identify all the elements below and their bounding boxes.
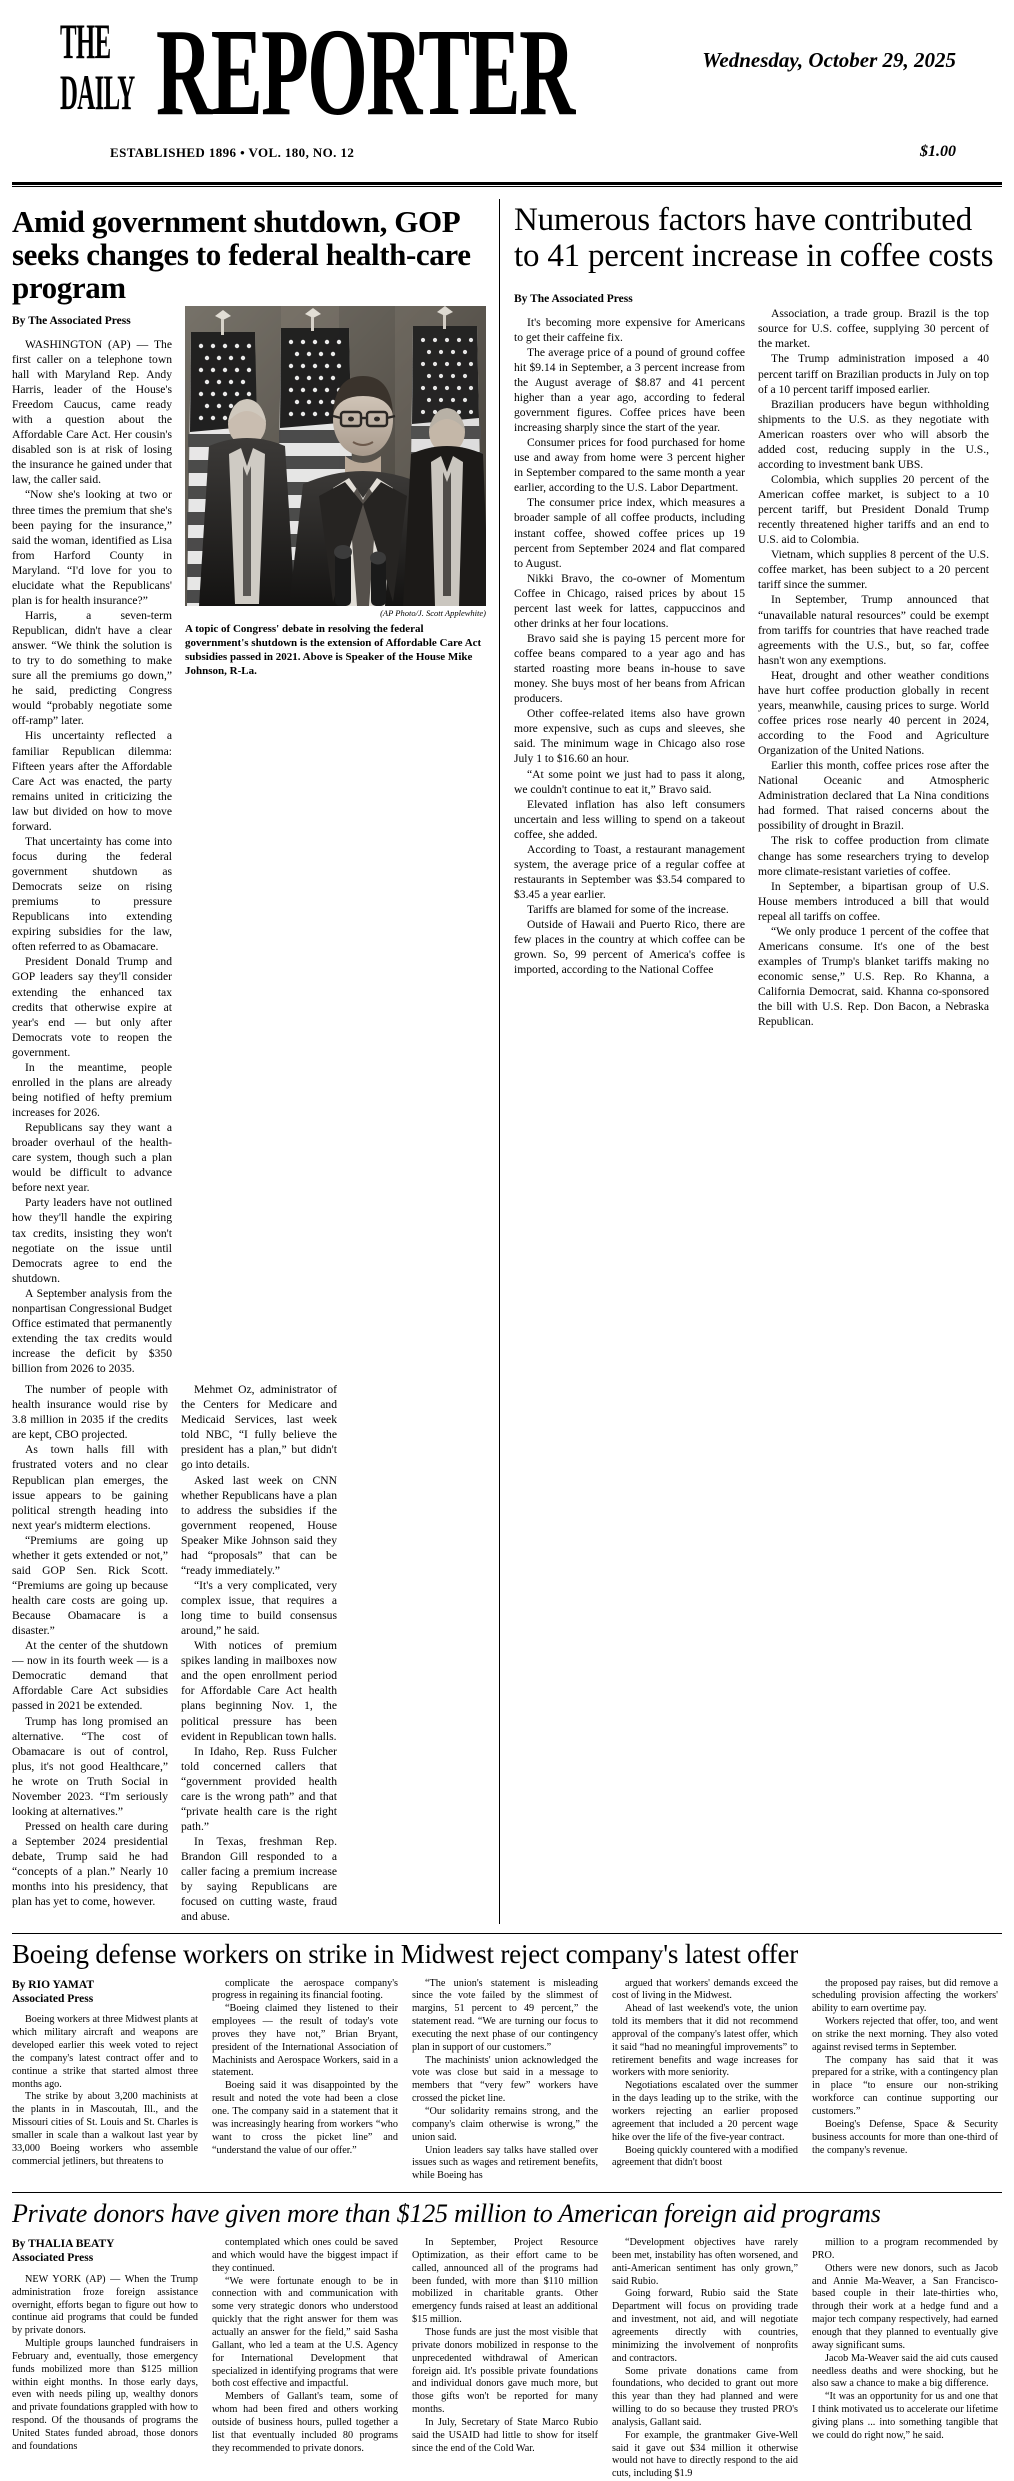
donors-byline-name: By THALIA BEATY xyxy=(12,2238,115,2251)
boeing-paragraph: complicate the aerospace company's progress in regaining its financial footing. xyxy=(212,1977,398,2002)
boeing-paragraph: “The union's statement is misleading since the vote failed by the slimmest of margins, 51 percent to 49 percent,” the statement read. “We are turning our focus to executing the next phase of our contingency plan in support of our customers.” xyxy=(412,1977,598,2053)
boeing-paragraph: Boeing workers at three Midwest plants at which military aircraft and weapons are developed earlier this week voted to reject the company's latest contract offer and to continue a strike that started almost three months ago. xyxy=(12,2014,198,2090)
donors-paragraph: Going forward, Rubio said the State Department will focus on providing trade and investment, not aid, and will negotiate agreements directly with countries, minimizing the involvement of nonprofits and contractors. xyxy=(612,2288,798,2364)
lead-paragraph: WASHINGTON (AP) — The first caller on a telephone town hall with Maryland Rep. Andy Harris, leader of the House's Freedom Caucus, came ready with a question about the Affordable Care Act. Her cousin's disabled son is at risk of losing the insurance he gained under that law, the caller said. xyxy=(12,337,172,487)
lead-story-headline: Amid government shutdown, GOP seeks changes to federal health-care program xyxy=(12,204,471,306)
boeing-column-1 xyxy=(12,1978,198,2184)
lead-story-photo xyxy=(185,306,486,606)
donors-paragraph: contemplated which ones could be saved and which would have the biggest impact if they continued. xyxy=(212,2237,398,2274)
coffee-paragraph: The average price of a pound of ground coffee hit $9.14 in September, a 3 percent increase from the August average of $8.87 and 41 percent higher than a year ago, according to federal government figures. Coffee prices have been increasing sharply since the start of the year. xyxy=(514,345,745,435)
donors-column-5 xyxy=(812,2237,998,2481)
boeing-paragraph: “Our solidarity remains strong, and the company's claim otherwise is wrong,” the union said. xyxy=(412,2106,598,2143)
donors-paragraph: In September, Project Resource Optimization, as their effort came to be called, announced all of the programs had been funded, with more than $110 million mobilized in charitable grants. Other emergency funds raised at least an additional $15 million. xyxy=(412,2237,598,2326)
lead-paragraph: Mehmet Oz, administrator of the Centers for Medicare and Medicaid Services, last week told NBC, “I fully believe the president has a plan,” but didn't go into details. xyxy=(181,1383,337,1472)
coffee-paragraph: “At some point we just had to pass it along, we couldn't continue to eat it,” Bravo said. xyxy=(514,767,745,796)
boeing-byline xyxy=(12,1978,198,2007)
lead-paragraph: Party leaders have not outlined how they'll handle the expiring tax credits, insisting they won't negotiate on the issue until Democrats agree to end the shutdown. xyxy=(12,1196,172,1285)
boeing-byline-name: By RIO YAMAT xyxy=(12,1978,94,1991)
masthead-established: ESTABLISHED 1896 • VOL. 180, NO. 12 xyxy=(110,145,355,160)
lead-paragraph: With notices of premium spikes landing in mailboxes now and the open enrollment period for Affordable Care Act health plans beginning Nov. 1, the political pressure has been evident in Republican town halls. xyxy=(181,1639,337,1743)
coffee-paragraph: Brazilian producers have begun withholding shipments to the U.S. as they negotiate with American roasters over who will absorb the added cost, reducing supply in the U.S., according to investment bank UBS. xyxy=(758,397,989,471)
coffee-paragraph: Heat, drought and other weather conditions have hurt coffee production globally in recent years, meanwhile, causing prices to surge. World coffee prices rose nearly 40 percent in 2024, according to the Food and Agriculture Organization of the United Nations. xyxy=(758,668,989,758)
boeing-paragraph: The strike by about 3,200 machinists at the plants in in Mascoutah, Ill., and the Missouri cities of St. Louis and St. Charles is smaller in scale than a walkout last year by 33,000 Boeing workers who assemble commercial jetliners, but threatens to xyxy=(12,2091,198,2167)
boeing-paragraph: The machinists' union acknowledged the vote was close but said in a message to members that “very few” workers have crossed the picket line. xyxy=(412,2054,598,2105)
lead-paragraph: Republicans say they want a broader overhaul of the health-care system, though such a plan would be difficult to advance before next year. xyxy=(12,1121,172,1195)
boeing-paragraph: Boeing quickly countered with a modified agreement that didn't boost xyxy=(612,2144,798,2169)
boeing-paragraph: argued that workers' demands exceed the cost of living in the Midwest. xyxy=(612,1977,798,2002)
donors-paragraph: Some private donations came from foundations, who decided to grant out more this year than they had planned and were willing to do so because they trusted PRO's analysis, Gallant said. xyxy=(612,2365,798,2428)
coffee-paragraph: Earlier this month, coffee prices rose after the National Oceanic and Atmospheric Administration declared that La Nina conditions had formed. That raised concerns about the possibility of drought in Brazil. xyxy=(758,759,989,833)
masthead-divider-rule xyxy=(12,182,1002,187)
boeing-paragraph: Boeing's Defense, Space & Security business accounts for more than one-third of the company's revenue. xyxy=(812,2118,998,2156)
boeing-column-2 xyxy=(212,1978,398,2184)
coffee-story xyxy=(499,199,1002,1924)
donors-story-headline: Private donors have given more than $125 million to American foreign aid programs xyxy=(12,2199,881,2229)
lead-story-column-1 xyxy=(12,306,172,1376)
coffee-paragraph: Outside of Hawaii and Puerto Rico, there are few places in the country at which coffee can be grown. So, 99 percent of America's coffee is imported, according to the National Coffee xyxy=(514,918,745,977)
boeing-column-3 xyxy=(412,1978,598,2184)
coffee-paragraph: Vietnam, which supplies 8 percent of the U.S. coffee market, has been subject to a 20 percent tariff since the summer. xyxy=(758,548,989,592)
coffee-paragraph: Bravo said she is paying 15 percent more for coffee beans compared to a year ago and has started roasting more beans in-house to save money. She buys most of her beans from African producers. xyxy=(514,631,745,706)
boeing-paragraph: Workers rejected that offer, too, and went on strike the next morning. They also voted against revised terms in September. xyxy=(812,2016,998,2053)
coffee-paragraph: Tariffs are blamed for some of the increase. xyxy=(527,903,729,917)
donors-paragraph: Multiple groups launched fundraisers in February and, eventually, those emergency funds mobilized more than $125 million within eight months. In those early days, even with needs piling up, wealthy donors and private foundations grappled with how to respond. Of the thousands of programs the United States funded abroad, those donors and foundations xyxy=(12,2338,198,2452)
donors-paragraph: “We were fortunate enough to be in connection with and communication with some very strategic donors who understood quickly that the right answer for them was actually an answer for the field,” said Sasha Gallant, who led a team at the U.S. Agency for International Development that specialized in identifying programs that were both cost effective and impactful. xyxy=(212,2275,398,2390)
donors-paragraph: In July, Secretary of State Marco Rubio said the USAID had little to show for itself since the end of the Cold War. xyxy=(412,2416,598,2454)
top-section xyxy=(12,199,1002,1924)
boeing-paragraph: the proposed pay raises, but did remove a scheduling provision affecting the workers' ability to earn overtime pay. xyxy=(812,1977,998,2015)
coffee-paragraph: Colombia, which supplies 20 percent of the American coffee market, is subject to a 10 percent tariff, but President Donald Trump recently threatened higher tariffs and an end to U.S. aid to Colombia. xyxy=(758,472,989,547)
boeing-byline-org: Associated Press xyxy=(12,1992,94,2005)
lead-story-photo-caption: A topic of Congress' debate in resolving the federal government's shutdown is the extension of Affordable Care Act subsidies passed in 2021. Above is Speaker of the House Mike Johnson, R-La. xyxy=(185,623,482,678)
masthead-price: $1.00 xyxy=(920,143,956,160)
donors-column-4 xyxy=(612,2237,798,2481)
coffee-paragraph: The risk to coffee production from climate change has some researchers trying to develop more climate-resistant varieties of coffee. xyxy=(758,834,989,878)
masthead xyxy=(12,0,1002,180)
masthead-logo-the: THE xyxy=(60,13,111,70)
donors-column-2 xyxy=(212,2237,398,2481)
lead-story-photo-block xyxy=(185,306,486,1376)
lead-paragraph: At the center of the shutdown — now in its fourth week — is a Democratic demand that Affordable Care Act subsidies passed in 2021 be extended. xyxy=(12,1639,168,1713)
lead-paragraph: In Idaho, Rep. Russ Fulcher told concerned callers that “government provided health care is the wrong path” and that “private health care is the right path.” xyxy=(181,1744,337,1833)
donors-paragraph: Others were new donors, such as Jacob and Annie Ma-Weaver, a San Francisco-based couple in their late-thirties who, through their work at a hedge fund and a major tech company respectively, had earned enough that they planned to eventually give away significant sums. xyxy=(812,2262,998,2351)
donors-paragraph: “Development objectives have rarely been met, instability has often worsened, and anti-American sentiment has only grown,” said Rubio. xyxy=(612,2237,798,2287)
lead-story-column-2 xyxy=(12,1382,168,1924)
donors-paragraph: Those funds are just the most visible that private donors mobilized in response to the unprecedented withdrawal of American foreign aid. It's possible private foundations and individual donors gave much more, but those gifts won't be reported for many months. xyxy=(412,2326,598,2416)
coffee-paragraph: “We only produce 1 percent of the coffee that Americans consume. It's one of the best examples of Trump's blanket tariffs making no economic sense,” U.S. Rep. Ro Khanna, a California Democrat, said. Khanna co-sponsored the bill with U.S. Rep. Don Bacon, a Nebraska Republican. xyxy=(758,924,989,1029)
masthead-logo-daily: DAILY xyxy=(60,64,135,120)
boeing-column-4 xyxy=(612,1978,798,2184)
donors-column-3 xyxy=(412,2237,598,2481)
donors-paragraph: million to a program recommended by PRO. xyxy=(812,2237,998,2261)
donors-column-1 xyxy=(12,2237,198,2481)
donors-story-columns xyxy=(12,2237,1002,2481)
coffee-paragraph: Nikki Bravo, the co-owner of Momentum Coffee in Chicago, raised prices by about 15 percent last week for lattes, cappuccinos and other drinks at her four locations. xyxy=(514,571,745,630)
lead-paragraph: The number of people with health insurance would rise by 3.8 million in 2035 if the credits are kept, CBO projected. xyxy=(12,1383,168,1442)
lead-paragraph: As town halls fill with frustrated voters and no clear Republican plan emerges, the issue appears to be gaining political strength heading into next year's midterm elections. xyxy=(12,1443,168,1532)
lead-paragraph: Asked last week on CNN whether Republicans have a plan to address the subsidies if the government reopened, House Speaker Mike Johnson said they had “proposals” that can be “ready immediately.” xyxy=(181,1473,337,1577)
boeing-column-5 xyxy=(812,1978,998,2184)
boeing-paragraph: Boeing said it was disappointed by the result and noted the vote had been a close one. The company said in a statement that it was increasingly hearing from workers “who want to cross the picket line” and “understand the value of our offer.” xyxy=(212,2080,398,2156)
boeing-paragraph: “Boeing claimed they listened to their employees — the result of today's vote proves they have not,” Brian Bryant, president of the International Association of Machinists and Aerospace Workers, said in a statement. xyxy=(212,2003,398,2079)
donors-paragraph: “It was an opportunity for us and one that I think motivated us to accelerate our lifetime giving plans ... into something tangible that we could do right now,” he said. xyxy=(812,2391,998,2441)
coffee-paragraph: Elevated inflation has also left consumers uncertain and less willing to spend on a takeout coffee, she added. xyxy=(514,797,745,841)
boeing-story-headline: Boeing defense workers on strike in Midwest reject company's latest offer xyxy=(12,1939,799,1970)
coffee-story-byline: By The Associated Press xyxy=(514,293,633,306)
masthead-logo xyxy=(60,3,737,142)
lead-story xyxy=(12,199,499,1924)
lead-paragraph: That uncertainty has come into focus during the federal government shutdown as Democrats seize on rising premiums to pressure Republicans into extending expiring subsidies for the law, often referred to as Obamacare. xyxy=(12,834,172,954)
lead-paragraph: His uncertainty reflected a familiar Republican dilemma: Fifteen years after the Affordable Care Act was enacted, the party remains united in criticizing the law but divided on how to move forward. xyxy=(12,729,172,833)
boeing-paragraph: Ahead of last weekend's vote, the union told its members that it did not recommend approval of the company's latest offer, which it said “had no meaningful improvements” to retirement benefits and wage increases for workers with more seniority. xyxy=(612,2003,798,2079)
coffee-paragraph: The Trump administration imposed a 40 percent tariff on Brazilian products in July on top of a 10 percent tariff imposed earlier. xyxy=(758,352,989,396)
coffee-paragraph: The consumer price index, which measures a broader sample of all coffee products, including instant coffee, showed coffee prices up 19 percent from September 2024 and flat compared to August. xyxy=(514,496,745,570)
donors-paragraph: Members of Gallant's team, some of whom had been fired and others working outside of business hours, pulled together a list that eventually included 80 programs they recommended to private donors. xyxy=(212,2391,398,2454)
photo-speaker-johnson-flags xyxy=(185,306,486,606)
boeing-section-divider xyxy=(12,1933,1002,1934)
coffee-story-column-1 xyxy=(514,284,745,1029)
coffee-paragraph: Other coffee-related items also have grown more expensive, such as cups and sleeves, she said. The minimum wage in Chicago also rose July 1 to $16.60 an hour. xyxy=(514,707,745,766)
lead-paragraph: In Texas, freshman Rep. Brandon Gill responded to a caller facing a premium increase by saying Republicans are focused on cutting waste, fraud and abuse. xyxy=(181,1835,337,1924)
lead-paragraph: In the meantime, people enrolled in the plans are already being notified of hefty premium increases for 2026. xyxy=(12,1060,172,1120)
lead-story-lower-columns xyxy=(12,1382,487,1924)
lead-paragraph: “Premiums are going up whether it gets extended or not,” said GOP Sen. Rick Scott. “Premiums are going up because health care costs are going up. Because Obamacare is a disaster.” xyxy=(12,1533,168,1638)
boeing-paragraph: Negotiations escalated over the summer in the days leading up to the strike, with the workers rejecting an earlier proposed agreement that included a 20 percent wage hike over the life of the five-year contract. xyxy=(612,2080,798,2143)
coffee-paragraph: In September, a bipartisan group of U.S. House members introduced a bill that would repeal all tariffs on coffee. xyxy=(758,879,989,923)
coffee-paragraph: It's becoming more expensive for Americans to get their caffeine fix. xyxy=(514,315,745,344)
lead-paragraph: Harris, a seven-term Republican, didn't have a clear answer. “We think the solution is to try to do something to make sure all the premiums go down,” he said, predicting Congress would “probably negotiate some off-ramp” later. xyxy=(12,608,172,728)
lead-story-byline: By The Associated Press xyxy=(12,315,131,328)
coffee-paragraph: Association, a trade group. Brazil is the top source for U.S. coffee, supplying 30 percent of the market. xyxy=(758,307,989,351)
masthead-logo-reporter: REPORTER xyxy=(156,3,575,142)
boeing-paragraph: The company has said that it was prepared for a strike, with a contingency plan in place “to ensure our non-striking workforce can continue supporting our customers.” xyxy=(812,2054,998,2117)
donors-byline xyxy=(12,2237,198,2266)
donors-paragraph: Jacob Ma-Weaver said the aid cuts caused needless deaths and were shocking, but he also saw a chance to make a big difference. xyxy=(812,2352,998,2390)
lead-story-column-3 xyxy=(181,1382,337,1924)
donors-paragraph: NEW YORK (AP) — When the Trump administration froze foreign assistance overnight, efforts began to figure out how to continue aid programs that could be funded by private donors. xyxy=(12,2273,198,2337)
coffee-story-headline: Numerous factors have contributed to 41 percent increase in coffee costs xyxy=(514,202,994,274)
boeing-paragraph: Union leaders say talks have stalled over issues such as wages and retirement benefits, while Boeing has xyxy=(412,2144,598,2182)
lead-paragraph: A September analysis from the nonpartisan Congressional Budget Office estimated that permanently extending the tax credits would increase the deficit by $350 billion from 2026 to 2035. xyxy=(12,1286,172,1376)
coffee-paragraph: In September, Trump announced that “unavailable natural resources” could be exempt from tariffs for countries that have reached trade agreements with the U.S., but, so far, coffee hasn't won any exemptions. xyxy=(758,593,989,667)
lead-paragraph: “Now she's looking at two or three times the premium that she's been paying for the insurance,” said the woman, identified as Lisa from Harford County in Maryland. “I'd love for you to elucidate what the Republicans' plan is for health insurance?” xyxy=(12,488,172,607)
coffee-story-column-2 xyxy=(758,284,989,1029)
lead-paragraph: “It's a very complicated, very complex issue, that requires a long time to build consensus around,” he said. xyxy=(181,1578,337,1638)
coffee-paragraph: Consumer prices for food purchased for home use and away from home were 3 percent higher in September compared to the same month a year earlier, according to the U.S. Labor Department. xyxy=(514,436,745,495)
lead-paragraph: Trump has long promised an alternative. “The cost of Obamacare is out of control, plus, it's not good Healthcare,” he wrote on Truth Social in November 2023. “I'm seriously looking at alternatives.” xyxy=(12,1714,168,1818)
coffee-paragraph: According to Toast, a restaurant management system, the average price of a regular coffee at restaurants in September was $3.54 compared to $3.45 a year earlier. xyxy=(514,842,745,901)
boeing-story-columns xyxy=(12,1978,1002,2184)
donors-byline-org: Associated Press xyxy=(12,2252,94,2265)
lead-story-photo-credit: (AP Photo/J. Scott Applewhite) xyxy=(380,608,486,619)
lead-paragraph: Pressed on health care during a September 2024 presidential debate, Trump said he had “concepts of a plan.” Nearly 10 months into his presidency, that plan has yet to come, however. xyxy=(12,1819,168,1909)
masthead-date: Wednesday, October 29, 2025 xyxy=(702,48,956,72)
lead-paragraph: President Donald Trump and GOP leaders say they'll consider extending the enhanced tax credits that otherwise expire at year's end — but only after Democrats vote to reopen the government. xyxy=(12,955,172,1059)
donors-section-divider xyxy=(12,2192,1002,2193)
donors-paragraph: For example, the grantmaker Give-Well said it gave out $34 million it otherwise would not have to directly respond to the aid cuts, including $1.9 xyxy=(612,2429,798,2480)
